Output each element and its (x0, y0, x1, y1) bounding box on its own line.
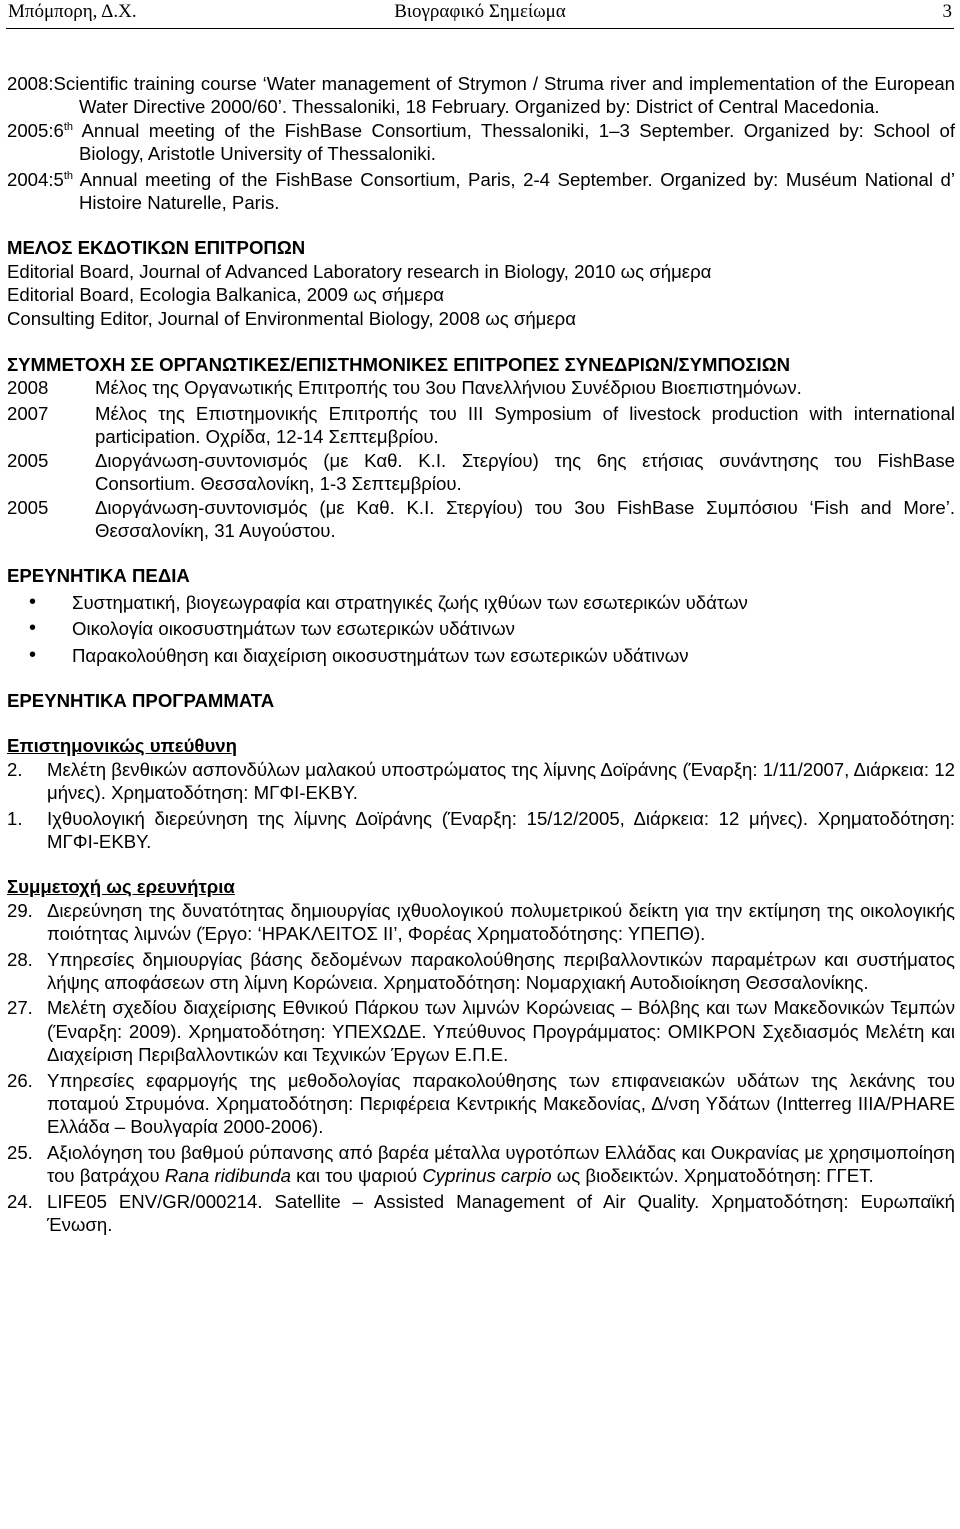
event-item: 2004:5th Annual meeting of the FishBase Consortium, Paris, 2-4 September. Organized by: Muséum National d’ Histoire Naturelle, Paris. (7, 168, 955, 214)
program-item: 24. LIFE05 ENV/GR/000214. Satellite – Assisted Management of Air Quality. Χρηματοδότηση: Ευρωπαϊκή Ένωση. (7, 1190, 955, 1236)
list-item: • Οικολογία οικοσυστημάτων των εσωτερικών υδάτινων (7, 617, 955, 640)
list-item: • Παρακολούθηση και διαχείριση οικοσυστημάτων των εσωτερικών υδάτινων (7, 644, 955, 667)
committee-item: 2005 Διοργάνωση-συντονισμός (με Καθ. Κ.Ι. Στεργίου) της 6ης ετήσιας συνάντησης του FishBase Consortium. Θεσσαλονίκη, 1-3 Σεπτεμβρίου. (7, 449, 955, 495)
committee-item: 2008 Μέλος της Οργανωτικής Επιτροπής του 3ου Πανελλήνιου Συνέδριου Βιοεπιστημόνων. (7, 377, 802, 399)
program-item: 29. Διερεύνηση της δυνατότητας δημιουργίας ιχθυολογικού πολυμετρικού δείκτη για την εκτίμηση της οικολογικής ποιότητας λιμνών (Έργο: ‘ΗΡΑΚΛΕΙΤΟΣ ΙΙ’, Φορέας Χρηματοδότησης: ΥΠΕΠΘ). (7, 899, 955, 945)
list-item: • Συστηματική, βιογεωγραφία και στρατηγικές ζωής ιχθύων των εσωτερικών υδάτων (7, 591, 955, 614)
program-item: 1. Ιχθυολογική διερεύνηση της λίμνης Δοϊράνης (Έναρξη: 15/12/2005, Διάρκεια: 12 μήνες). Χρηματοδότηση: ΜΓΦΙ-ΕΚΒΥ. (7, 807, 955, 852)
editorial-line: Editorial Board, Ecologia Balkanica, 2009 ως σήμερα (7, 284, 445, 306)
program-item: 25. Αξιολόγηση του βαθμού ρύπανσης από βαρέα μέταλλα υγροτόπων Ελλάδας και Ουκρανίας με χρησιμοποίηση του βατράχου Rana ridibunda και του ψαριού Cyprinus carpio ως βιοδεικτών. Χρηματοδότηση: ΓΓΕΤ. (7, 1141, 955, 1187)
research-fields-title: ΕΡΕΥΝΗΤΙΚΑ ΠΕΔΙΑ (7, 565, 190, 587)
event-item: 2008:Scientific training course ‘Water management of Strymon / Struma river and implementation of the European Water Directive 2000/60’. Thessaloniki, 18 February. Organized by: District of Central Macedonia. (7, 73, 955, 118)
editorial-line: Consulting Editor, Journal of Environmental Biology, 2008 ως σήμερα (7, 307, 576, 329)
research-fields-list (7, 591, 955, 667)
committee-item: 2007 Μέλος της Επιστημονικής Επιτροπής του III Symposium of livestock production with international participation. Οχρίδα, 12-14 Σεπτεμβρίου. (7, 402, 955, 448)
pi-subtitle: Επιστημονικώς υπεύθυνη (7, 735, 237, 757)
header-rule (6, 28, 954, 29)
program-item: 27. Μελέτη σχεδίου διαχείρισης Εθνικού Πάρκου των λιμνών Κορώνειας – Βόλβης και των Μακεδονικών Τεμπών (Έναρξη: 2009). Χρηματοδότηση: ΥΠΕΧΩΔΕ. Υπεύθυνος Προγράμματος: ΟΜΙΚΡΟΝ Σχεδιασμός Μελέτη και Διαχείριση Περιβαλλοντικών και Τεχνικών Έργων Ε.Π.Ε. (7, 997, 955, 1066)
programs-title: ΕΡΕΥΝΗΤΙΚΑ ΠΡΟΓΡΑΜΜΑΤΑ (7, 689, 275, 711)
committees-title: ΣΥΜΜΕΤΟΧΗ ΣΕ ΟΡΓΑΝΩΤΙΚΕΣ/ΕΠΙΣΤΗΜΟΝΙΚΕΣ ΕΠΙΤΡΟΠΕΣ ΣΥΝΕΔΡΙΩΝ/ΣΥΜΠΟΣΙΩΝ (7, 354, 791, 376)
document-body (7, 72, 955, 1236)
page-header (0, 1, 960, 25)
header-author: Μπόμπορη, Δ.Χ. (8, 1, 137, 22)
editorial-title: ΜΕΛΟΣ ΕΚΔΟΤΙΚΩΝ ΕΠΙΤΡΟΠΩΝ (7, 237, 306, 259)
editorial-line: Editorial Board, Journal of Advanced Laboratory research in Biology, 2010 ως σήμερα (7, 260, 712, 282)
event-item: 2005:6th Annual meeting of the FishBase Consortium, Thessaloniki, 1–3 September. Organized by: School of Biology, Aristotle University of Thessaloniki. (7, 119, 955, 165)
header-page-number: 3 (942, 1, 952, 22)
header-title: Βιογραφικό Σημείωμα (394, 1, 566, 22)
researcher-subtitle: Συμμετοχή ως ερευνήτρια (7, 876, 235, 898)
program-item: 28. Υπηρεσίες δημιουργίας βάσης δεδομένων παρακολούθησης περιβαλλοντικών παραμέτρων και συστήματος λήψης αποφάσεων στη λίμνη Κορώνεια. Χρηματοδότηση: Νομαρχιακή Αυτοδιοίκηση Θεσσαλονίκης. (7, 948, 955, 993)
program-item: 2. Μελέτη βενθικών ασπονδύλων μαλακού υποστρώματος της λίμνης Δοϊράνης (Έναρξη: 1/11/2007, Διάρκεια: 12 μήνες). Χρηματοδότηση: ΜΓΦΙ-ΕΚΒΥ. (7, 758, 955, 804)
committee-item: 2005 Διοργάνωση-συντονισμός (με Καθ. Κ.Ι. Στεργίου) του 3ου FishBase Συμπόσιου ‘Fish and More’. Θεσσαλονίκη, 31 Αυγούστου. (7, 496, 955, 541)
program-item: 26. Υπηρεσίες εφαρμογής της μεθοδολογίας παρακολούθησης των επιφανειακών υδάτων της λεκάνης του ποταμού Στρυμόνα. Χρηματοδότηση: Περιφέρεια Κεντρικής Μακεδονίας, Δ/νση Υδάτων (Intterreg IIIA/PHARE Ελλάδα – Βουλγαρία 2000-2006). (7, 1069, 955, 1138)
